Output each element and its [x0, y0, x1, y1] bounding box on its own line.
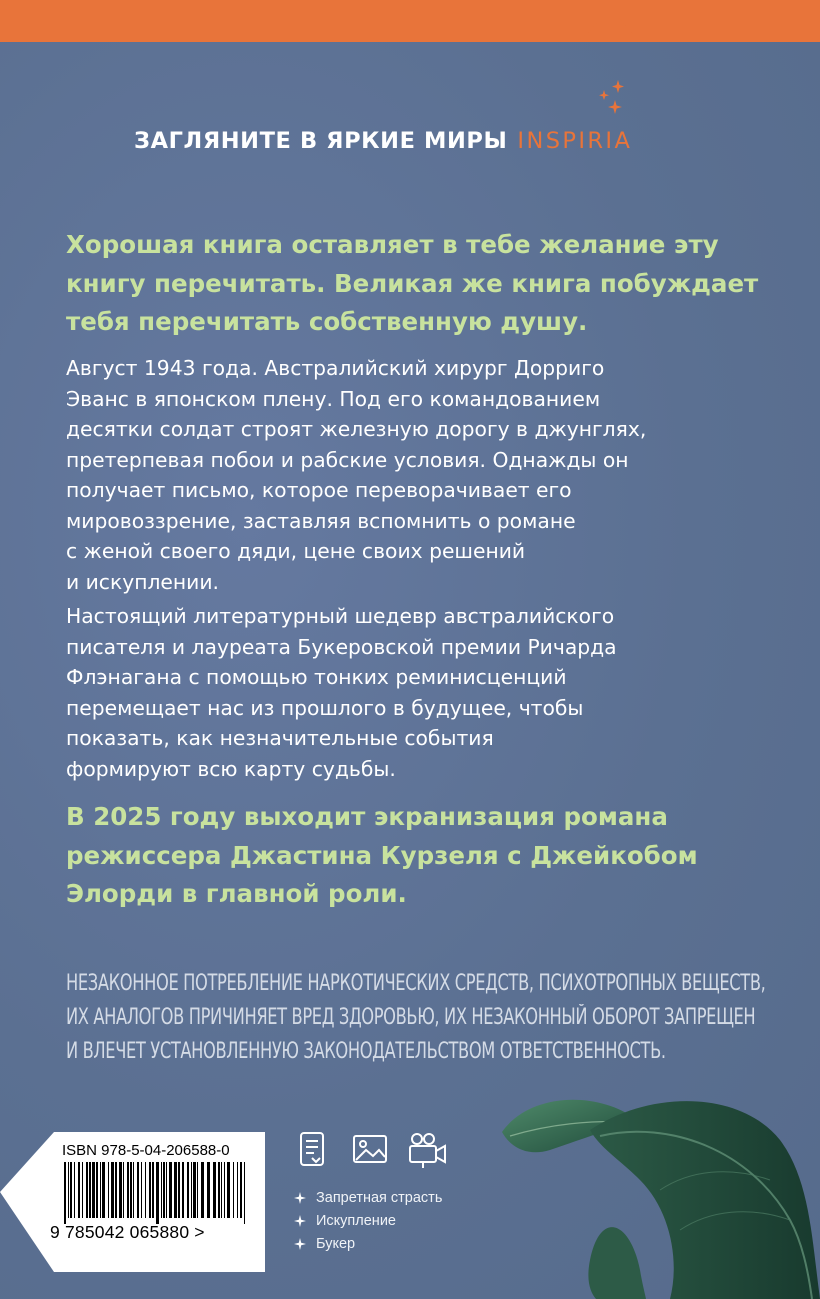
barcode-bar: [78, 1162, 80, 1218]
review-line: формируют всю карту судьбы.: [66, 756, 396, 781]
quote-line: Хорошая книга оставляет в тебе желание эту: [66, 230, 719, 259]
barcode-bar: [133, 1162, 134, 1218]
barcode-bar: [161, 1162, 162, 1218]
barcode-bar: [163, 1162, 165, 1218]
tag-label: Букер: [316, 1235, 356, 1252]
barcode-bar: [187, 1162, 189, 1218]
sparkles-icon: [596, 78, 630, 118]
announcement-line: Элорди в главной роли.: [66, 879, 407, 908]
barcode-bar: [89, 1162, 91, 1218]
synopsis-line: мировоззрение, заставляя вспомнить о романе: [66, 508, 576, 533]
synopsis-paragraph: [66, 353, 766, 597]
sparkle-icon: [294, 1192, 306, 1204]
barcode-bar: [86, 1162, 88, 1218]
barcode-bar: [108, 1162, 109, 1218]
barcode-bar: [145, 1162, 146, 1218]
barcode-bar: [193, 1162, 196, 1218]
barcode-bar: [68, 1162, 69, 1218]
barcode-bar: [82, 1162, 83, 1218]
barcode-bar: [221, 1162, 222, 1218]
series-slogan: [134, 128, 694, 154]
tag-item: [294, 1209, 514, 1232]
quote-line: тебя перечитать собственную душу.: [66, 307, 588, 336]
barcode-bar: [174, 1162, 177, 1218]
barcode-bar: [152, 1162, 154, 1218]
review-line: Флэнагана с помощью тонких реминисценций: [66, 665, 567, 689]
tag-label: Запретная страсть: [316, 1189, 443, 1206]
format-icons: [296, 1130, 456, 1172]
slogan-text: ЗАГЛЯНИТЕ В ЯРКИЕ МИРЫ: [134, 128, 508, 154]
synopsis-line: получает письмо, которое переворачивает его: [66, 478, 572, 502]
barcode-bar: [169, 1162, 172, 1218]
barcode-bar: [191, 1162, 192, 1218]
barcode-bar: [96, 1162, 98, 1218]
ebook-icon: [296, 1130, 330, 1170]
barcode-bar: [74, 1162, 75, 1218]
tag-label: Искупление: [316, 1212, 396, 1229]
barcode-bar: [130, 1162, 132, 1218]
warning-line: ИХ АНАЛОГОВ ПРИЧИНЯЕТ ВРЕД ЗДОРОВЬЮ, ИХ НЕЗАКОННЫЙ ОБОРОТ ЗАПРЕЩЕН: [66, 1005, 756, 1030]
sparkle-icon: [294, 1215, 306, 1227]
barcode-bar: [149, 1162, 151, 1218]
barcode-bar: [233, 1162, 234, 1218]
barcode-bar: [240, 1162, 242, 1218]
barcode-bar: [237, 1162, 238, 1218]
barcode-bar: [224, 1162, 225, 1218]
barcode-bar: [137, 1162, 139, 1218]
sparkle-icon: [294, 1238, 306, 1250]
barcode-bar: [123, 1162, 124, 1218]
barcode-bar: [127, 1162, 129, 1218]
synopsis-line: с женой своего дяди, цене своих решений: [66, 539, 526, 563]
brand-name: INSPIRIA: [517, 128, 633, 154]
barcode-bar: [111, 1162, 114, 1218]
video-icon: [406, 1130, 448, 1170]
review-line: показать, как незначительные события: [66, 726, 494, 750]
announcement-line: В 2025 году выходит экранизация романа: [66, 802, 668, 831]
barcode-bar: [201, 1162, 204, 1218]
barcode-bar: [197, 1162, 198, 1218]
legal-warning: [66, 967, 786, 1069]
tag-item: [294, 1186, 514, 1209]
barcode-bar: [141, 1162, 142, 1218]
epigraph-quote: [66, 226, 766, 342]
review-line: Настоящий литературный шедевр австралийского: [66, 604, 615, 628]
barcode-bar: [115, 1162, 117, 1218]
synopsis-line: и искуплении.: [66, 569, 219, 594]
film-announcement: [66, 798, 766, 914]
barcode-bar: [100, 1162, 101, 1218]
image-icon: [350, 1130, 390, 1170]
barcode-bar: [218, 1162, 220, 1218]
synopsis-line: десятки солдат строят железную дорогу в джунглях,: [66, 417, 647, 441]
barcode-bar: [92, 1162, 95, 1218]
barcode-bar: [227, 1162, 230, 1218]
synopsis-line: претерпевая побои и рабские условия. Однажды он: [66, 447, 629, 472]
barcode-bars: [62, 1162, 252, 1224]
barcode-bar: [64, 1162, 66, 1224]
announcement-line: режиссера Джастина Курзеля с Джейкобом: [66, 840, 698, 870]
genre-tags: [294, 1186, 514, 1255]
barcode-bar: [156, 1162, 159, 1224]
review-line: писателя и лауреата Букеровской премии Ричарда: [66, 634, 617, 659]
warning-line: НЕЗАКОННОЕ ПОТРЕБЛЕНИЕ НАРКОТИЧЕСКИХ СРЕДСТВ, ПСИХОТРОПНЫХ ВЕЩЕСТВ,: [66, 971, 766, 996]
warning-line: И ВЛЕЧЕТ УСТАНОВЛЕННУЮ ЗАКОНОДАТЕЛЬСТВОМ ОТВЕТСТВЕННОСТЬ.: [66, 1039, 666, 1064]
tag-item: [294, 1232, 514, 1255]
barcode-bar: [207, 1162, 210, 1218]
barcode-bar: [178, 1162, 180, 1218]
review-line: перемещает нас из прошлого в будущее, чтобы: [66, 695, 584, 720]
synopsis-line: Эванс в японском плену. Под его командованием: [66, 386, 601, 411]
top-band: [0, 0, 820, 42]
synopsis-line: Август 1943 года. Австралийский хирург Дорриго: [66, 356, 605, 380]
barcode-bar: [70, 1162, 72, 1218]
isbn-text: ISBN 978-5-04-206588-0: [62, 1142, 230, 1159]
quote-line: книгу перечитать. Великая же книга побуждает: [66, 268, 759, 298]
barcode-bar: [244, 1162, 245, 1224]
barcode-bar: [182, 1162, 184, 1218]
barcode-bar: [102, 1162, 105, 1218]
review-paragraph: [66, 601, 766, 784]
barcode-digits: 9 785042 065880 >: [50, 1222, 205, 1242]
barcode-bar: [166, 1162, 167, 1218]
barcode-bar: [213, 1162, 216, 1218]
barcode-bar: [119, 1162, 122, 1218]
leaf-illustration: [440, 1070, 820, 1299]
